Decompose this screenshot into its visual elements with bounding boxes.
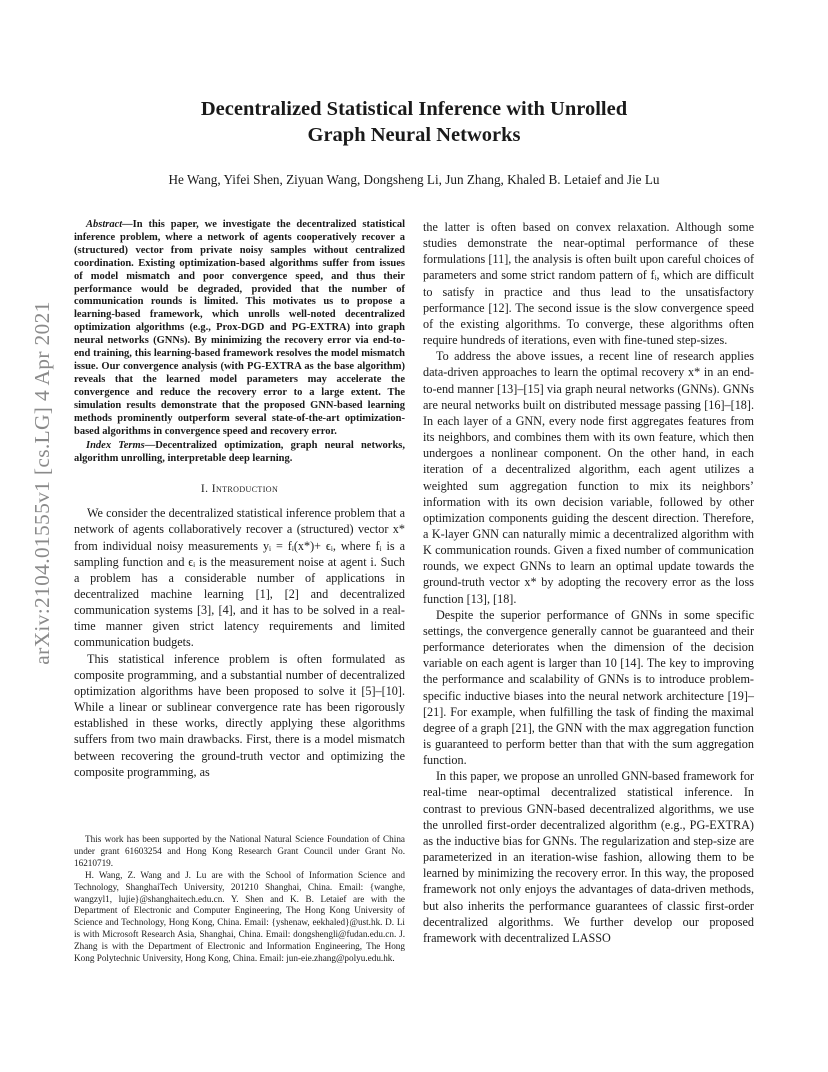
paper-title-line-2: Graph Neural Networks bbox=[307, 124, 521, 146]
paragraph: In this paper, we propose an unrolled GNN-based framework for real-time near-optimal decentralized statistical inference. In contrast to previous GNN-based decentralized algorithms, we use the unrolled first-order decentralized algorithm (e.g., PG-EXTRA) as the inductive bias for GNNs. The regularization and step-size are parameterized in an iteration-wise fashion, allowing them to be learned by minimizing the recovery error. In this way, the proposed framework not only enjoys the advantages of data-driven methods, but also inherits the performance guarantees of classic first-order decentralized algorithms. We further develop our proposed framework with decentralized LASSO bbox=[423, 769, 754, 945]
abstract-lead: Abstract bbox=[86, 219, 123, 230]
section-number: I. bbox=[200, 482, 212, 496]
section-title: Introduction bbox=[211, 482, 279, 496]
paragraph: To address the above issues, a recent line of research applies data-driven approaches to learn the optimal recovery x* in an end-to-end manner [13]–[15] via graph neural networks (GNNs). GNNs are neural networks built on distributed message passing [16]–[18]. In each layer of a GNN, every node first aggregates features from its neighbors, and combines them with its own feature, which then undergoes a nonlinear component. On the other hand, in each iteration of a decentralized algorithm, each agent utilizes a weighted sum aggregation function to mix its neighbors’ information with its own decision variable, followed by other optimization components guiding the descent direction. Therefore, a K-layer GNN can naturally mimic a decentralized algorithm with K communication rounds. Given a fixed number of communication rounds, we expect GNNs to learn an optimal update towards the ground-truth vector x* by adopting the recovery error as the loss function [13], [18]. bbox=[423, 349, 754, 606]
paragraph: This statistical inference problem is often formulated as composite programming, and a substantial number of decentralized optimization algorithms have been proposed to solve it [5]–[10]. While a linear or sublinear convergence rate has been rigorously established in these works, directly applying these algorithms suffers from two main drawbacks. First, there is a model mismatch between recovering the ground-truth vector and optimizing the composite programming, as bbox=[74, 651, 405, 779]
paragraph: the latter is often based on convex relaxation. Although some studies demonstrate the near-optimal performance of these formulations [11], the analysis is often built upon careful choices of parameters and some strict random pattern of fᵢ, which are difficult to satisfy in practice and thus lead to the unsatisfactory performance [12]. The second issue is the slow convergence speed of the existing algorithms. To converge, these algorithms often require hundreds of iterations, even with fine-tuned step-sizes. bbox=[423, 220, 754, 348]
paragraph: We consider the decentralized statistical inference problem that a network of agents collaboratively recover a (structured) vector x* from individual noisy measurements yᵢ = fᵢ(x*)+ ϵᵢ, where fᵢ is a sampling function and ϵᵢ is the measurement noise at agent i. Such a problem has a considerable number of applications in decentralized machine learning [1], [2] and decentralized communication systems [3], [4], and it has to be solved in a real-time manner given strict latency requirements and limited communication budgets. bbox=[74, 506, 405, 650]
footnote-affiliations: H. Wang, Z. Wang and J. Lu are with the School of Information Science and Technology, ShanghaiTech University, 201210 Shanghai, China. Email: {wanghe, wangzyl1, lujie}@shanghaitech.edu.cn. Y. Shen and K. B. Letaief are with the Department of Electronic and Computer Engineering, The Hong Kong University of Science and Technology, Hong Kong, China. Email: {yshenaw, eekhaled}@ust.hk. D. Li is with Microsoft Research Asia, Shanghai, China. Email: dongshengli@fudan.edu.cn. J. Zhang is with the Department of Electronic and Information Engineering, The Hong Kong Polytechnic University, Hong Kong, China. Email: jun-eie.zhang@polyu.edu.hk. bbox=[74, 869, 405, 964]
index-terms bbox=[74, 440, 405, 466]
index-terms-text: —Decentralized optimization, graph neural networks, algorithm unrolling, interpretable deep learning. bbox=[74, 440, 405, 465]
arxiv-identifier-stamp: arXiv:2104.01555v1 [cs.LG] 4 Apr 2021 bbox=[30, 301, 54, 665]
abstract bbox=[74, 219, 405, 438]
index-terms-lead: Index Terms bbox=[86, 440, 145, 452]
paragraph: Despite the superior performance of GNNs in some specific settings, the convergence generally cannot be guaranteed and their performance deteriorates when the dimension of the decision variable on each agent is larger than 10 [14]. The key to improving the performance and scalability of GNNs is to introduce problem-specific inductive biases into the neural network architecture [19]–[21]. For example, when fulfilling the task of finding the maximal degree of a graph [21], the GNN with the max aggregation function is guaranteed to perform better than that with the sum aggregation function. bbox=[423, 607, 754, 768]
section-heading-introduction bbox=[74, 482, 405, 495]
paper-title-line-1: Decentralized Statistical Inference with Unrolled bbox=[200, 98, 628, 120]
right-column bbox=[423, 219, 754, 946]
footnote-funding: This work has been supported by the National Natural Science Foundation of China under grant 61603254 and Hong Kong Research Grant Council under Grant No. 16210719. bbox=[74, 834, 405, 868]
left-column bbox=[74, 219, 405, 780]
paper-title bbox=[120, 96, 708, 148]
footnotes bbox=[74, 834, 405, 965]
abstract-text: —In this paper, we investigate the decentralized statistical inference problem, where a network of agents cooperatively recover a (structured) vector from private noisy samples without centralized coordination. Existing optimization-based algorithms suffer from issues of model mismatch and poor convergence speed, and thus their performance would be degraded, provided that the number of communication rounds is limited. This motivates us to propose a learning-based framework, which unrolls well-noted decentralized optimization algorithms (e.g., Prox-DGD and PG-EXTRA) into graph neural networks (GNNs). By minimizing the recovery error via end-to-end training, this learning-based framework resolves the model mismatch issue. Our convergence analysis (with PG-EXTRA as the base algorithm) reveals that the learned model parameters may accelerate the convergence and reduce the recovery error to a large extent. The simulation results demonstrate that the proposed GNN-based learning methods prominently outperform several state-of-the-art optimization-based algorithms in convergence speed and recovery error. bbox=[74, 219, 405, 437]
author-list: He Wang, Yifei Shen, Ziyuan Wang, Dongsheng Li, Jun Zhang, Khaled B. Letaief and Jie Lu bbox=[168, 172, 660, 187]
